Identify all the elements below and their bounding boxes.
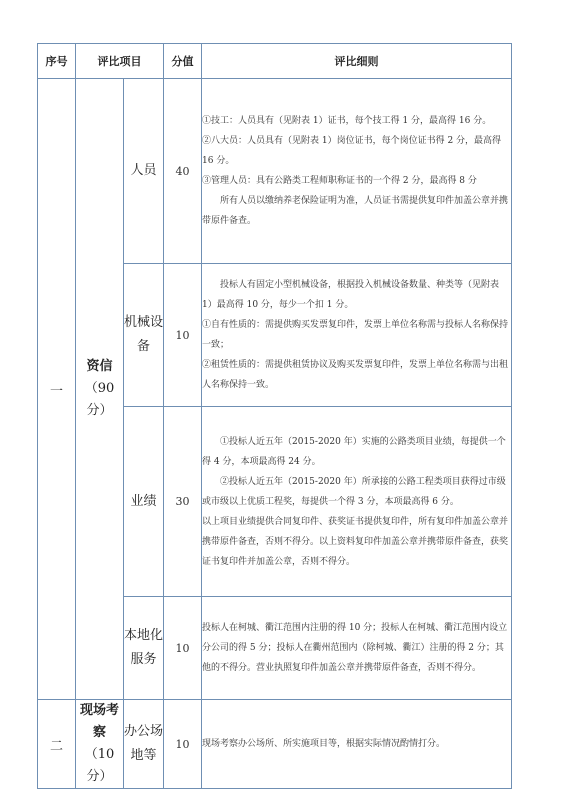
detail-line: ①自有性质的：需提供购买发票复印件，发票上单位名称需与投标人名称保持一致； (202, 320, 509, 350)
item-cell: 机械设备 (124, 264, 164, 407)
detail-line: ①技工：人员具有（见附表 1）证书，每个技工得 1 分，最高得 16 分。 (202, 116, 492, 126)
score-cell: 40 (164, 79, 202, 264)
detail-line: 现场考察办公场所、所实施项目等，根据实际情况酌情打分。 (202, 739, 446, 749)
item-cell: 办公场地等 (124, 700, 164, 789)
score-cell: 10 (164, 597, 202, 700)
detail-line: ②八大员：人员具有（见附表 1）岗位证书，每个岗位证书得 2 分，最高得 16 分。 (202, 136, 502, 166)
detail-cell (202, 407, 512, 597)
detail-line: ③管理人员：具有公路类工程师职称证书的一个得 2 分，最高得 8 分 (202, 176, 477, 186)
header-project: 评比项目 (76, 44, 164, 79)
table-row (38, 700, 512, 789)
category-points: （90 分） (84, 381, 115, 418)
header-row (38, 44, 512, 79)
score-cell: 10 (164, 264, 202, 407)
detail-line: 投标人有固定小型机械设备，根据投入机械设备数量、种类等（见附表 1）最高得 10 分，每少一个扣 1 分。 (202, 280, 500, 310)
detail-line: ①投标人近五年（2015-2020 年）实施的公路类项目业绩，每提供一个得 4 分，本项最高得 24 分。 (202, 436, 506, 467)
header-score: 分值 (164, 44, 202, 79)
detail-line: ②租赁性质的：需提供租赁协议及购买发票复印件，发票上单位名称需与出租人名称保持一致。 (202, 360, 509, 390)
detail-line: 所有人员以缴纳养老保险证明为准，人员证书需提供复印件加盖公章并携带原件备查。 (202, 196, 509, 226)
evaluation-table (37, 43, 512, 789)
category-name: 现场考察 (79, 703, 119, 740)
category-cell (76, 79, 124, 700)
detail-cell (202, 597, 512, 700)
seq-cell: 二 (38, 700, 76, 789)
header-detail: 评比细则 (202, 44, 512, 79)
score-cell: 10 (164, 700, 202, 789)
detail-cell (202, 79, 512, 264)
detail-line: 投标人在柯城、衢江范围内注册的得 10 分；投标人在柯城、衢江范围内设立分公司的得 5 分；投标人在衢州范围内（除柯城、衢江）注册的得 2 分；其他的不得分。营业执照复印件加盖公章并携带原件备查，否则不得分。 (202, 623, 508, 673)
detail-line: 以上项目业绩提供合同复印件、获奖证书提供复印件，所有复印件加盖公章并携带原件备查，否则不得分。以上资料复印件加盖公章并携带原件备查，获奖证书复印件并加盖公章，否则不得分。 (202, 516, 509, 567)
item-cell: 人员 (124, 79, 164, 264)
category-points: （10 分） (84, 747, 115, 784)
detail-cell (202, 264, 512, 407)
score-cell: 30 (164, 407, 202, 597)
table-row (38, 79, 512, 264)
detail-line: ②投标人近五年（2015-2020 年）所承接的公路工程类项目获得过市级或市级以上优质工程奖，每提供一个得 3 分，本项最高得 6 分。 (202, 476, 506, 507)
category-name: 资信 (86, 359, 113, 374)
header-seq: 序号 (38, 44, 76, 79)
detail-cell (202, 700, 512, 789)
item-cell: 业绩 (124, 407, 164, 597)
category-cell (76, 700, 124, 789)
seq-cell: 一 (38, 79, 76, 700)
item-cell: 本地化服务 (124, 597, 164, 700)
